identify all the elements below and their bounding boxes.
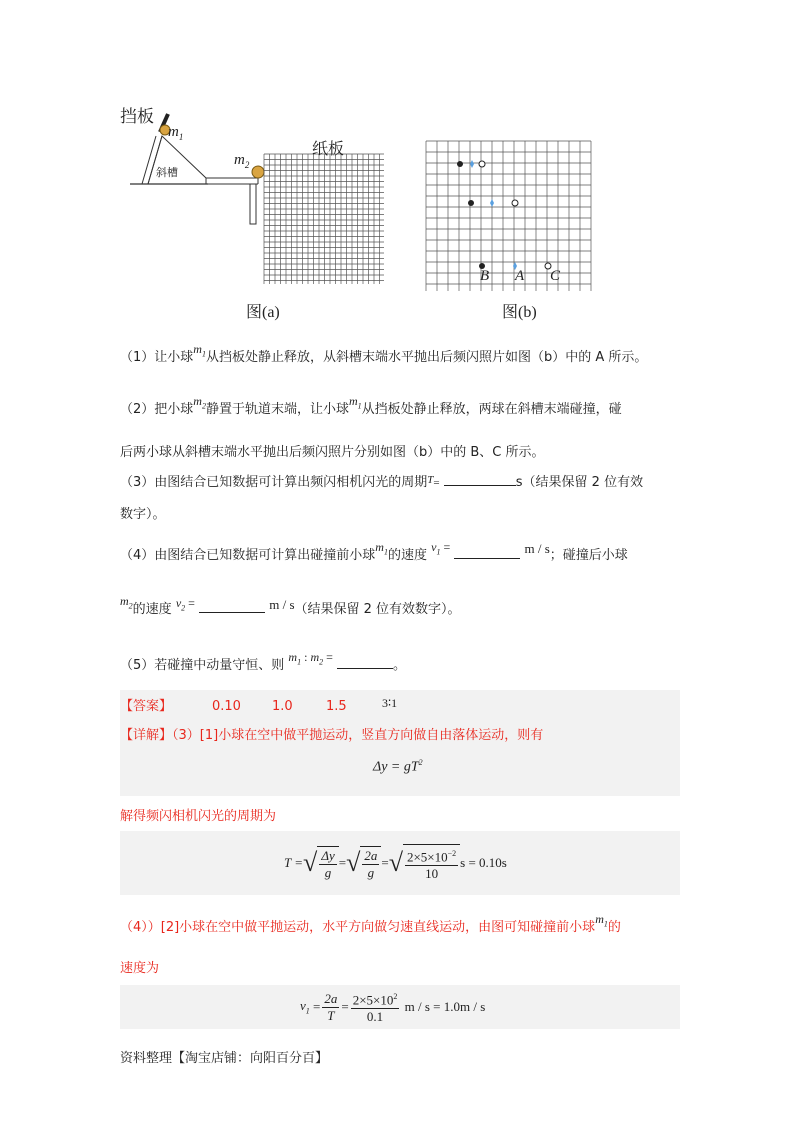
equation-2: T = √ $\frac{\Delta y}{g}$ = √ $\frac{2a}{g}$ = √ $\frac{2\times 5\times 10^{-2}}{10}$ s = 0.10s: [284, 837, 507, 889]
label-xiecao: 斜槽: [156, 166, 178, 179]
detail-line-4: 速度为: [120, 961, 160, 976]
question-2-cont: 后两小球从斜槽末端水平抛出后频闪照片分别如图（b）中的 B、C 所示。: [120, 445, 545, 460]
label-dangban: 挡板: [120, 107, 154, 127]
detail-line-2: 解得频闪相机闪光的周期为: [120, 809, 277, 824]
question-4-cont: $m_2$的速度 $v_2 = m / s$（结果保留 2 位有效数字）。: [120, 594, 461, 617]
label-A: A: [515, 268, 525, 284]
question-1: （1）让小球$m_1$从挡板处静止释放，从斜槽末端水平抛出后频闪照片如图（b）中的 A 所示。: [120, 342, 648, 365]
blank-period[interactable]: [444, 485, 516, 486]
photo-grid: [424, 140, 594, 295]
apparatus-diagram: [118, 100, 388, 300]
equation-1: $\Delta y = gT^2$: [373, 758, 423, 775]
label-m2: $m_2$: [234, 152, 250, 170]
answer-3: 1.5: [326, 699, 347, 714]
question-5: （5）若碰撞中动量守恒、则 $m_1$ : $m_2$ = 。: [120, 650, 407, 673]
detail-line-1: 【详解】（3）[1]小球在空中做平抛运动，竖直方向做自由落体运动，则有: [120, 728, 544, 743]
label-C: C: [550, 268, 561, 284]
equation-3: $v_1$ = $\frac{2a}{T}$ = $\frac{2\times 5\times 10^2}{0.1}$ m / s = 1.0m / s: [300, 990, 486, 1025]
label-zhiban: 纸板: [312, 139, 345, 158]
answer-2: 1.0: [272, 699, 293, 714]
detail-line-3: （4））[2]小球在空中做平抛运动，水平方向做匀速直线运动，由图可知碰撞前小球$m_1$的: [120, 912, 621, 935]
blank-v1[interactable]: [454, 558, 520, 559]
answer-4: 3∶1: [382, 696, 398, 710]
caption-a: 图(a): [246, 304, 280, 321]
blank-v2[interactable]: [199, 612, 265, 613]
question-3: （3）由图结合已知数据可计算出频闪相机闪光的周期$^T$= s（结果保留 2 位有效: [120, 474, 644, 490]
answer-label: 【答案】: [120, 699, 173, 714]
blank-ratio[interactable]: [337, 668, 393, 669]
question-2: （2）把小球$m_2$静置于轨道末端，让小球$m_1$从挡板处静止释放，两球在斜槽末端碰撞，碰: [120, 394, 622, 417]
caption-b: 图(b): [502, 304, 537, 321]
label-B: B: [480, 268, 490, 284]
question-4: （4）由图结合已知数据可计算出碰撞前小球$m_1$的速度 $v_1 = m / s$；碰撞后小球: [120, 540, 628, 563]
figure-a: [118, 100, 388, 320]
question-3-cont: 数字）。: [120, 507, 166, 522]
answer-row: [120, 696, 398, 716]
label-m1: $m_1$: [168, 124, 184, 142]
figure-b: [424, 140, 594, 320]
answer-1: 0.10: [212, 699, 241, 714]
footer-source: 资料整理【淘宝店铺：向阳百分百】: [120, 1051, 329, 1066]
